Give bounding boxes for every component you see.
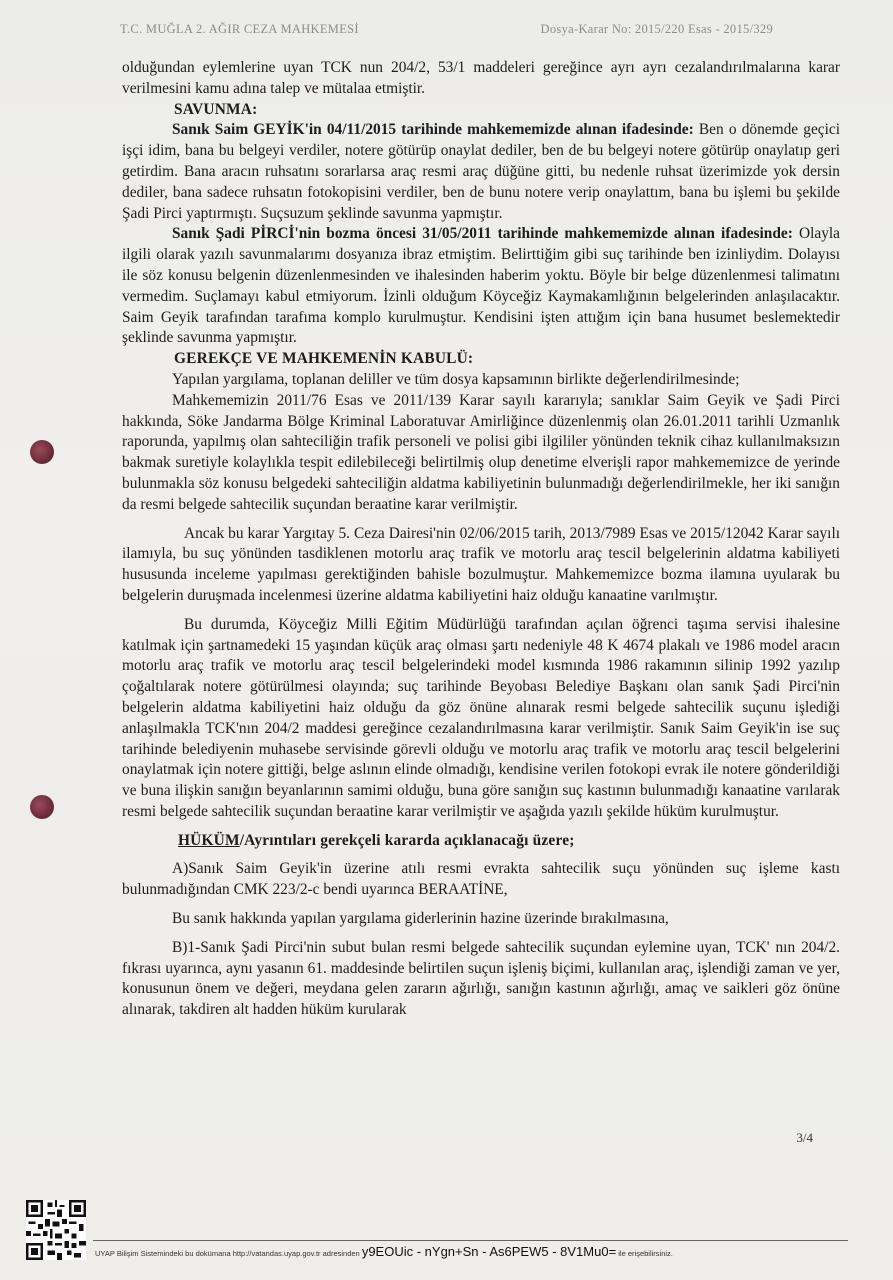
footer-divider: [93, 1240, 848, 1241]
paragraph-verdict-b: B)1-Sanık Şadi Pirci'nin subut bulan resmi belgede sahtecilik suçundan eylemine uyan, TCK' nın 204/2. fıkrası uyarınca, aynı yasanın 61. maddesinde belirtilen suçun işleniş biçimi, kullanılan araç, işlendiği zaman ve yer, konusunun önem ve değeri, meydana gelen zararın ağırlığı, sanığın kastının ağırlığı, amaç ve saikleri göz önüne alınarak, takdiren alt hadden hüküm kurularak: [122, 938, 840, 1019]
verification-code: y9EOUic - nYgn+Sn - As6PEW5 - 8V1Mu0=: [361, 1244, 617, 1259]
paragraph-costs: Bu sanık hakkında yapılan yargılama giderlerinin hazine üzerinde bırakılmasına,: [172, 910, 669, 928]
paragraph-verdict-a: A)Sanık Saim Geyik'in üzerine atılı resmi evrakta sahtecilik suçu yönünden suç işleme kastı bulunmadığından CMK 223/2-c bendi uyarınca BERAATİNE,: [122, 860, 840, 899]
paragraph-defense-pirci: [122, 224, 840, 349]
court-name: T.C. MUĞLA 2. AĞIR CEZA MAHKEMESİ: [120, 22, 359, 36]
paragraph-finding: Bu durumda, Köyceğiz Milli Eğitim Müdürlüğü tarafından açılan öğrenci taşıma servisi ihalesine katılmak için şartnamedeki 15 yaşından küçük araç olması şartı nedeniyle 48 K 4674 plakalı ve 1986 model aracın motorlu araç trafik ve motorlu araç tescil belgelerindeki model kısmında 1986 rakamının silinip 1992 yazılıp çoğaltılarak notere götürülmesi olayında; suç tarihinde Beyobası Belediye Başkanı olan sanık Şadi Pirci'nin belgelerin aldatma kabiliyetini haiz olduğu da göz önüne alınarak resmi belgede sahtecilik suçunu işlediği anlaşılmakla TCK'nın 204/2 maddesi gereğince cezalandırılmasına karar verilmiştir. Sanık Saim Geyik'in ise suç tarihinde belediyenin muhasebe servisinde görevli olduğu ve motorlu araç trafik ve motorlu araç tescil belgelerini onaylatmak için notere gittiği, belge aslının elinde olmadığı, kendisine verilen fotokopi evrak ile notere gönderildiği ve buna ilişkin sanığın beyanlarının samimi olduğu, buna göre sanığın suç kastının bulunmadığı kanaatine varılarak resmi belgede sahtecilik suçundan beraatine karar verilmiştir ve aşağıda yazılı şekilde hüküm kurulmuştur.: [122, 615, 840, 820]
case-number: Dosya-Karar No: 2015/220 Esas - 2015/329: [540, 22, 773, 36]
punch-hole-bottom: [30, 795, 54, 819]
page-header: [120, 22, 773, 44]
paragraph-opening: olduğundan eylemlerine uyan TCK nun 204/2, 53/1 maddeleri gereğince ayrı ayrı cezalandırılmalarına karar verilmesini kamu adına talep ve mütalaa etmiştir.: [122, 59, 840, 97]
paragraph-defense-geyik: [122, 120, 840, 224]
paragraph-prior-decision: Mahkememizin 2011/76 Esas ve 2011/139 Karar sayılı kararıyla; sanıklar Saim Geyik ve Şadi Pirci hakkında, Söke Jandarma Bölge Kriminal Laboratuvar Amirliğince düzenlenmiş olan 26.01.2011 tarihli Uzmanlık raporunda, yapılmış olan sahteciliğin trafik personeli ve polisi gibi ilgililer yönünden teknik cihaz kullanılmaksızın bakmak suretiyle kolaylıkla tespit edilebileceği belirtilmiş olup denetime elverişli rapor mahkememizce de yerinde bulunmakla söz konusu belgedeki sahteciliğin aldatma kabiliyetinin bulunmadığı değerlendirilmekle, her iki sanığın da resmi belgede sahtecilik suçundan beraatine karar verilmiştir.: [122, 391, 840, 513]
qr-code-icon: [26, 1200, 86, 1260]
footer-suffix: ile erişebilirsiniz.: [618, 1249, 673, 1258]
defense-pirci-text: Olayla ilgili olarak yazılı savunmalarımı dosyanıza ibraz etmiştim. Belirttiğim gibi suç tarihinde ben izinliydim. Dolayısı ile söz konusu belgenin düzenlenmesinden ve ihalesinden haberim yoktu. Böyle bir belge düzenlenmesi talimatını vermedim. Suçlamayı kabul etmiyorum. İzinli olduğum Köyceğiz Kaymakamlığının belgelerinden anlaşılacaktır. Saim Geyik tarafından tarafıma komplo kurulmuştur. Kendisini işten attığım için bana husumet beslemektedir şeklinde savunma yapmıştır.: [122, 225, 841, 347]
section-heading-gerekce: GEREKÇE VE MAHKEMENİN KABULÜ:: [174, 350, 474, 368]
document-body: [122, 58, 840, 1021]
section-heading-hukum: [122, 831, 840, 852]
hukum-label: HÜKÜM: [178, 831, 240, 849]
paragraph-evaluation: Yapılan yargılama, toplanan deliller ve tüm dosya kapsamının birlikte değerlendirilmesinde;: [172, 370, 740, 388]
defense-geyik-lead: Sanık Saim GEYİK'in 04/11/2015 tarihinde mahkememizde alınan ifadesinde:: [172, 121, 694, 139]
page-number: 3/4: [796, 1130, 813, 1145]
defense-geyik-text: Ben o dönemde geçici işçi idim, bana bu belgeyi verdiler, notere götürüp onaylat dediler, ben de bu belgeyi notere götürüp onaylatıp geri getirdim. Bana aracın ruhsatını sorarlarsa araç resmi araç düğüne gitti, bu nedenle ruhsat üzerimizde yok dersin dediler, bana sadece ruhsatın fotokopisini verdiler, ben de bunu notere verip onaylattım, bana bu işlemi bu şekilde Şadi Pirci yaptırmıştı. Suçsuzum şeklinde savunma yapmıştır.: [122, 121, 840, 222]
footer-prefix: UYAP Bilişim Sistemindeki bu dokümana http://vatandas.uyap.gov.tr adresinden: [95, 1249, 360, 1258]
hukum-note: /Ayrıntıları gerekçeli kararda açıklanacağı üzere;: [239, 831, 575, 849]
page-footer: [95, 1244, 855, 1259]
section-heading-savunma: SAVUNMA:: [174, 100, 258, 118]
paragraph-reversal: Ancak bu karar Yargıtay 5. Ceza Dairesi'nin 02/06/2015 tarih, 2013/7989 Esas ve 2015/12042 Karar sayılı ilamıyla, bu suç yönünden tasdiklenen motorlu araç trafik ve motorlu araç tescil belgelerinin aldatma kabiliyeti hususunda inceleme yapılması gerektiğinden bahisle bozulmuştur. Mahkememizce bozma ilamına uyularak bu belgelerin duruşmada incelenmesi üzerine aldatma kabiliyetini haiz olduğu kanaatine varılmıştır.: [122, 524, 840, 604]
punch-hole-top: [30, 440, 54, 464]
defense-pirci-lead: Sanık Şadi PİRCİ'nin bozma öncesi 31/05/2011 tarihinde mahkememizde alınan ifadesinde:: [172, 225, 793, 243]
